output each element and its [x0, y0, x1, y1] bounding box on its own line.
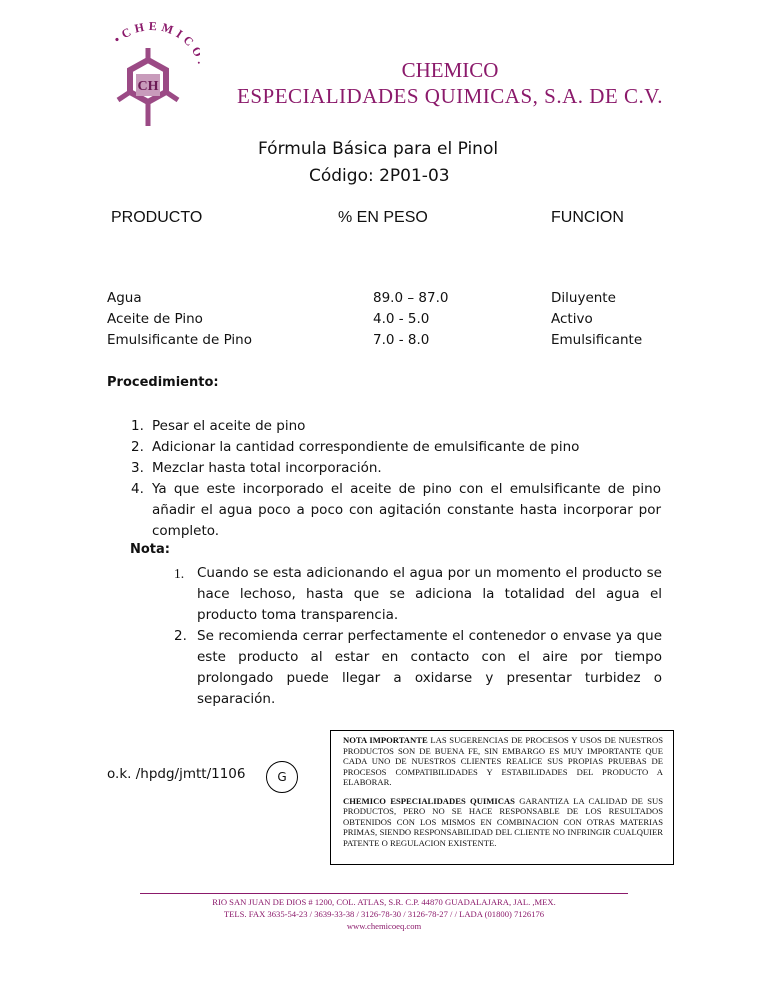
note-item: [174, 563, 662, 626]
procedure-steps: [131, 416, 661, 542]
step-number: 3.: [131, 460, 144, 476]
row-weight: 89.0 – 87.0: [373, 290, 449, 306]
company-logo: [100, 18, 200, 136]
notice-text: GARANTIZA LA CALIDAD DE SUS PRODUCTOS, PERO NO SE HACE RESPONSABLE DE LOS RESULTADOS OBTENIDOS CON LOS MISMOS EN COMBINACION CON OTRAS MATERIAS PRIMAS, SIENDO RESPONSABILIDAD DEL CLIENTE NO INFRINGIR CUALQUIER PATENTE O REGULACION EXISTENTE.: [343, 795, 664, 848]
header-funcion: FUNCION: [551, 209, 624, 226]
step-number: 4.: [131, 481, 144, 497]
row-function: Diluyente: [551, 290, 616, 306]
footer-website[interactable]: www.chemicoeq.com: [346, 921, 422, 931]
notice-paragraph-1: [343, 735, 663, 788]
procedure-step: [131, 416, 661, 437]
footer-phones: TELS. FAX 3635-54-23 / 3639-33-38 / 3126-78-30 / 3126-78-27 / / LADA (01800) 7126176: [223, 909, 545, 919]
procedure-step: [131, 479, 661, 542]
logo-monogram: CH: [137, 79, 159, 94]
row-function: Activo: [551, 311, 593, 327]
company-name: CHEMICO: [401, 58, 499, 82]
reference-code: o.k. /hpdg/jmtt/1106: [107, 766, 246, 782]
step-text: Pesar el aceite de pino: [152, 418, 306, 434]
step-number: 2.: [131, 439, 144, 455]
procedure-step: [131, 458, 661, 479]
procedure-step: [131, 437, 661, 458]
notice-text: LAS SUGERENCIAS DE PROCESOS Y USOS DE NUESTROS PRODUCTOS SON DE BUENA FE, SIN EMBARGO ES MUY IMPORTANTE QUE CADA UNO DE NUESTROS CLIENTES REALICE SUS PROPIAS PRUEBAS DE PROCESOS COMPATIBILIDADES Y ESTABILIDADES DEL PRODUCTO A ELABORAR.: [343, 735, 664, 787]
step-text: Mezclar hasta total incorporación.: [152, 460, 382, 476]
document-code: Código: 2P01-03: [309, 166, 450, 186]
note-number: 1.: [174, 566, 185, 581]
notes-label: Nota:: [130, 542, 170, 557]
step-text: Adicionar la cantidad correspondiente de emulsificante de pino: [152, 439, 580, 455]
procedure-label: Procedimiento:: [107, 375, 219, 390]
footer-address: RIO SAN JUAN DE DIOS # 1200, COL. ATLAS, S.R. C.P. 44870 GUADALAJARA, JAL. ,MEX.: [212, 897, 556, 907]
row-function: Emulsificante: [551, 332, 643, 348]
company-subtitle: ESPECIALIDADES QUIMICAS, S.A. DE C.V.: [237, 84, 663, 108]
row-product: Emulsificante de Pino: [107, 332, 252, 348]
step-number: 1.: [131, 418, 144, 434]
document-title: Fórmula Básica para el Pinol: [258, 139, 499, 159]
row-product: Agua: [107, 290, 142, 306]
important-notice-box: [330, 730, 674, 865]
step-text: Ya que este incorporado el aceite de pino con el emulsificante de pino añadir el agua poco a poco con agitación constante hasta incorporar por completo.: [152, 481, 661, 539]
circle-stamp: G: [266, 761, 298, 793]
note-text: Se recomienda cerrar perfectamente el contenedor o envase ya que este producto al estar en contacto con el aire por tiempo prolongado puede llegar a oxidarse y presentar turbidez o separación.: [197, 628, 662, 707]
header-producto: PRODUCTO: [111, 209, 203, 226]
row-weight: 4.0 - 5.0: [373, 311, 430, 327]
notice-bold-label: NOTA IMPORTANTE: [343, 735, 428, 745]
header-peso: % EN PESO: [338, 209, 428, 226]
note-text: Cuando se esta adicionando el agua por un momento el producto se hace lechoso, hasta que se adiciona la totalidad del agua el producto toma transparencia.: [197, 565, 662, 623]
notice-paragraph-2: [343, 796, 663, 849]
logo-arc-text: •CHEMIC: [110, 18, 200, 52]
footer-divider: [140, 893, 628, 894]
row-product: Aceite de Pino: [107, 311, 203, 327]
note-item: [174, 626, 662, 710]
notes-list: [174, 563, 662, 710]
row-weight: 7.0 - 8.0: [373, 332, 430, 348]
note-number: 2.: [174, 628, 187, 644]
notice-bold-label: CHEMICO ESPECIALIDADES QUIMICAS: [343, 795, 515, 806]
